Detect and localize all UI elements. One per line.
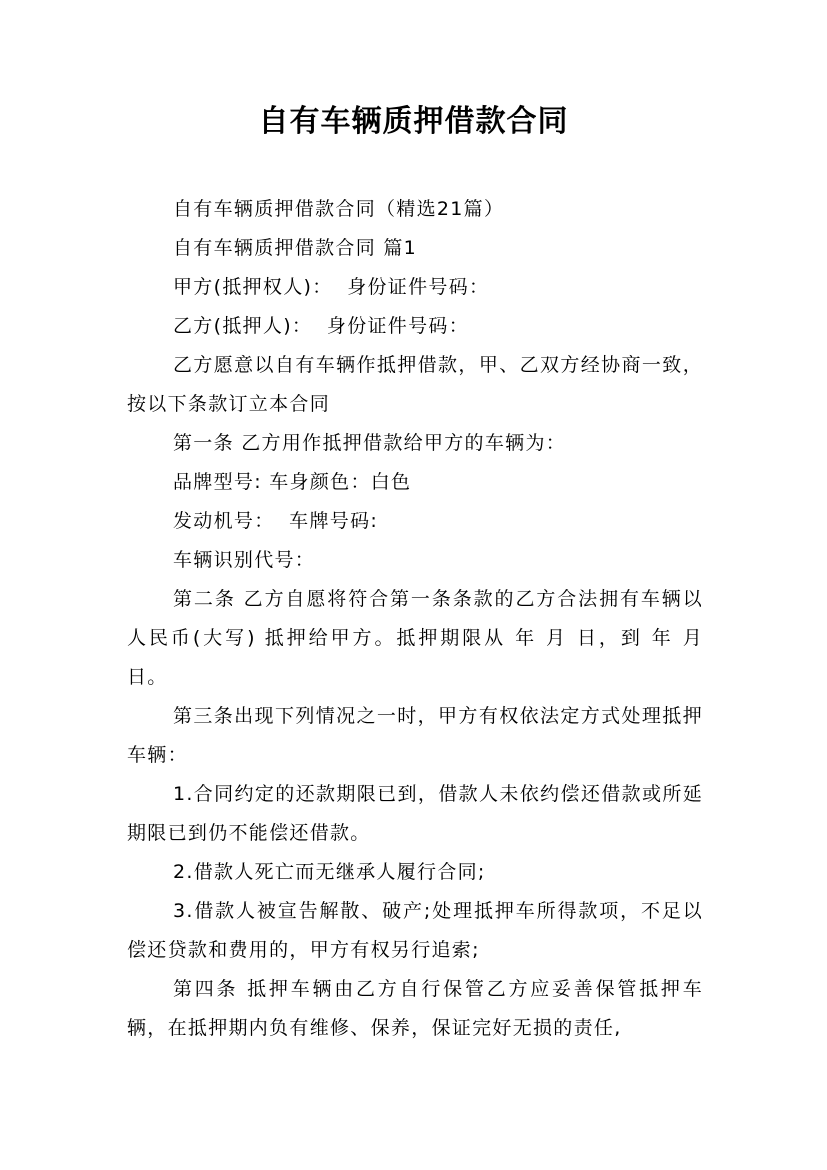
paragraph-agreement-intro: 乙方愿意以自有车辆作抵押借款，甲、乙双方经协商一致，按以下条款订立本合同 [127, 354, 703, 415]
paragraph-vin: 车辆识别代号： [173, 549, 316, 571]
paragraph-article-3: 第三条出现下列情况之一时，甲方有权依法定方式处理抵押车辆： [127, 705, 703, 766]
paragraph-subtitle: 自有车辆质押借款合同（精选21篇） [173, 198, 505, 220]
paragraph-article-1: 第一条 乙方用作抵押借款给甲方的车辆为： [173, 432, 567, 454]
paragraph-party-b: 乙方(抵押人)： 身份证件号码： [173, 315, 470, 337]
paragraph-clause-1: 1.合同约定的还款期限已到，借款人未依约偿还借款或所延期限已到仍不能偿还借款。 [127, 783, 703, 844]
paragraph-party-a: 甲方(抵押权人)： 身份证件号码： [173, 276, 490, 298]
paragraph-article-4: 第四条 抵押车辆由乙方自行保管乙方应妥善保管抵押车辆，在抵押期内负有维修、保养，保证完好无损的责任, [127, 978, 703, 1039]
paragraph-engine-plate: 发动机号： 车牌号码: [173, 510, 379, 532]
paragraph-clause-3: 3.借款人被宣告解散、破产;处理抵押车所得款项，不足以偿还贷款和费用的，甲方有权另行追索; [127, 900, 703, 961]
document-body [127, 190, 711, 1048]
paragraph-vehicle-brand: 品牌型号: 车身颜色：白色 [173, 471, 412, 493]
document-title: 自有车辆质押借款合同 [258, 104, 569, 139]
paragraph-article-2: 第二条 乙方自愿将符合第一条条款的乙方合法拥有车辆以人民币(大写) 抵押给甲方。抵押期限从 年 月 日，到 年 月 日。 [127, 588, 711, 688]
paragraph-section-heading: 自有车辆质押借款合同 篇1 [173, 237, 418, 259]
paragraph-clause-2: 2.借款人死亡而无继承人履行合同; [173, 861, 486, 883]
